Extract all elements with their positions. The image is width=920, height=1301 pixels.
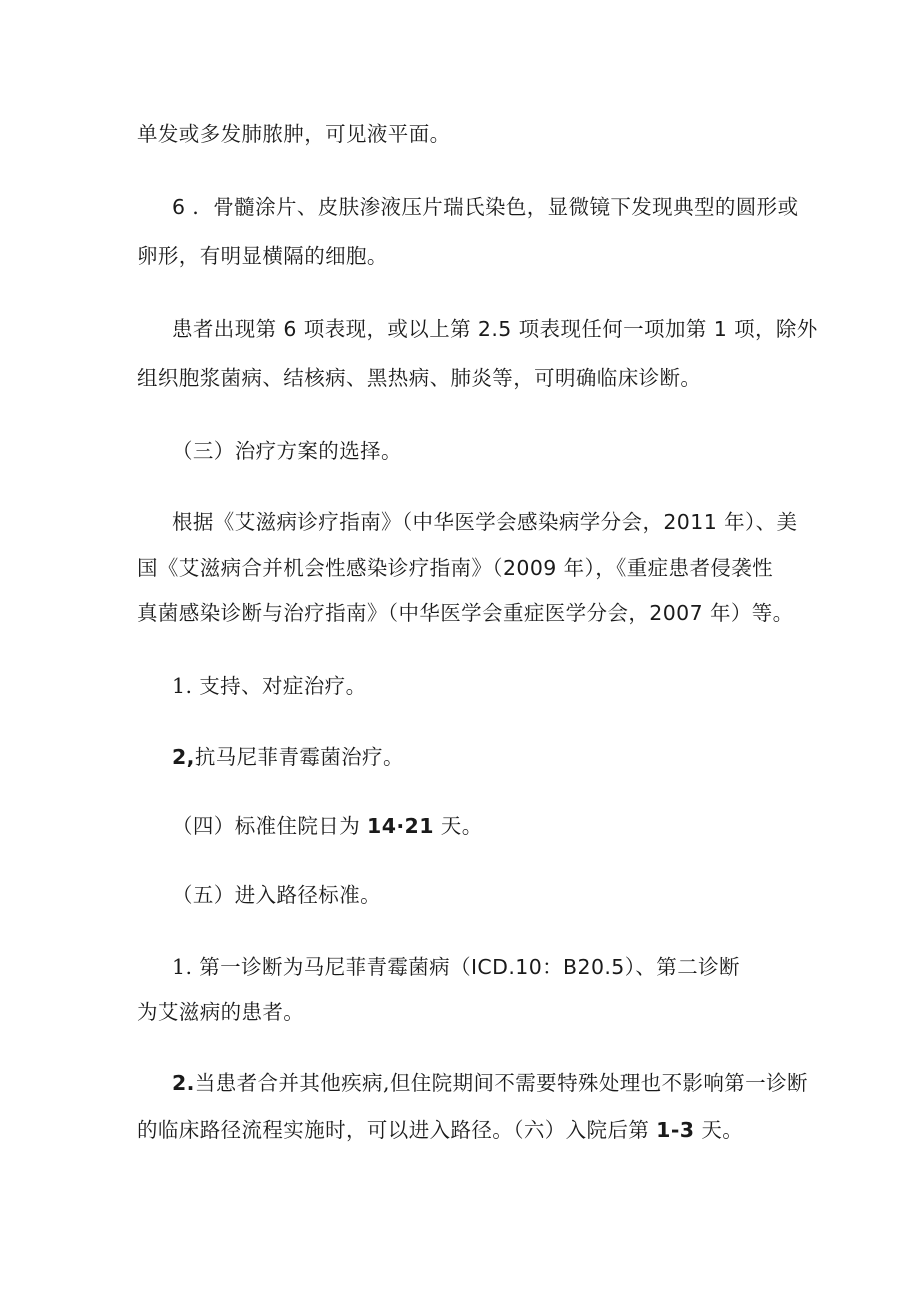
list-item	[172, 1069, 808, 1097]
text: 年）、美	[724, 510, 798, 534]
text: 年）等。	[709, 601, 794, 625]
text: 年），《重症患者侵袭性	[563, 556, 774, 580]
text: 项，除外	[734, 317, 818, 341]
paragraph-line	[172, 315, 818, 343]
list-item	[172, 743, 404, 771]
text: 1. 第一诊断为马尼菲青霉菌病（	[172, 955, 471, 979]
text: 组织胞浆菌病、结核病、黑热病、肺炎等，可明确临床诊断。	[137, 366, 702, 390]
text: 的临床路径流程实施时，可以进入路径。（六）入院后第	[137, 1118, 650, 1142]
text: 真菌感染诊断与治疗指南》（中华医学会重症医学分会，	[137, 601, 650, 625]
text: 根据《艾滋病诊疗指南》（中华医学会感染病学分会，	[172, 510, 664, 534]
text: 天。	[440, 814, 483, 838]
text: 国《艾滋病合并机会性感染诊疗指南》（	[137, 556, 503, 580]
paragraph-line	[172, 193, 798, 221]
text: （五）进入路径标准。	[172, 883, 381, 907]
text: 卵形，有明显横隔的细胞。	[137, 244, 388, 268]
text: 为艾滋病的患者。	[137, 1000, 305, 1024]
item-number: 2.	[172, 1071, 195, 1095]
number: 14·21	[367, 814, 434, 838]
paragraph-line	[137, 554, 773, 582]
text: 当患者合并其他疾病,但住院期间不需要特殊处理也不影响第一诊断	[194, 1071, 808, 1095]
list-item	[172, 672, 366, 700]
text: 1. 支持、对症治疗。	[172, 674, 367, 698]
number: 1-3	[656, 1118, 695, 1142]
text: ．骨髓涂片、皮肤渗液压片瑞氏染色，显微镜下发现典型的圆形或	[192, 195, 799, 219]
list-item	[172, 953, 740, 981]
section-heading	[172, 881, 381, 909]
paragraph-line	[137, 599, 794, 627]
text: （三）治疗方案的选择。	[172, 439, 402, 463]
text: 项表现任何一项加第	[518, 317, 707, 341]
paragraph-line	[137, 120, 451, 148]
paragraph-line	[137, 242, 388, 270]
text: 患者出现第	[172, 317, 277, 341]
paragraph-line	[172, 508, 797, 536]
number: 2011	[663, 510, 718, 534]
number: 2007	[649, 601, 704, 625]
number: 1	[713, 317, 728, 341]
paragraph-line	[137, 1116, 743, 1144]
text: 单发或多发肺脓肿，可见液平面。	[137, 122, 451, 146]
paragraph-line	[137, 364, 701, 392]
paragraph-line	[137, 998, 304, 1026]
item-number: 2,	[172, 745, 195, 769]
text: 抗马尼菲青霉菌治疗。	[194, 745, 404, 769]
text: （四）标准住院日为	[172, 814, 361, 838]
number: 2009	[502, 556, 557, 580]
code: ICD.10：B20.5	[470, 955, 625, 979]
section-heading	[172, 812, 483, 840]
text: 天。	[701, 1118, 744, 1142]
number: 6	[283, 317, 297, 341]
number: 2.5	[477, 317, 512, 341]
text: ）、第二诊断	[624, 955, 740, 979]
text: 项表现，或以上第	[303, 317, 471, 341]
section-heading	[172, 437, 402, 465]
item-number: 6	[172, 195, 186, 219]
